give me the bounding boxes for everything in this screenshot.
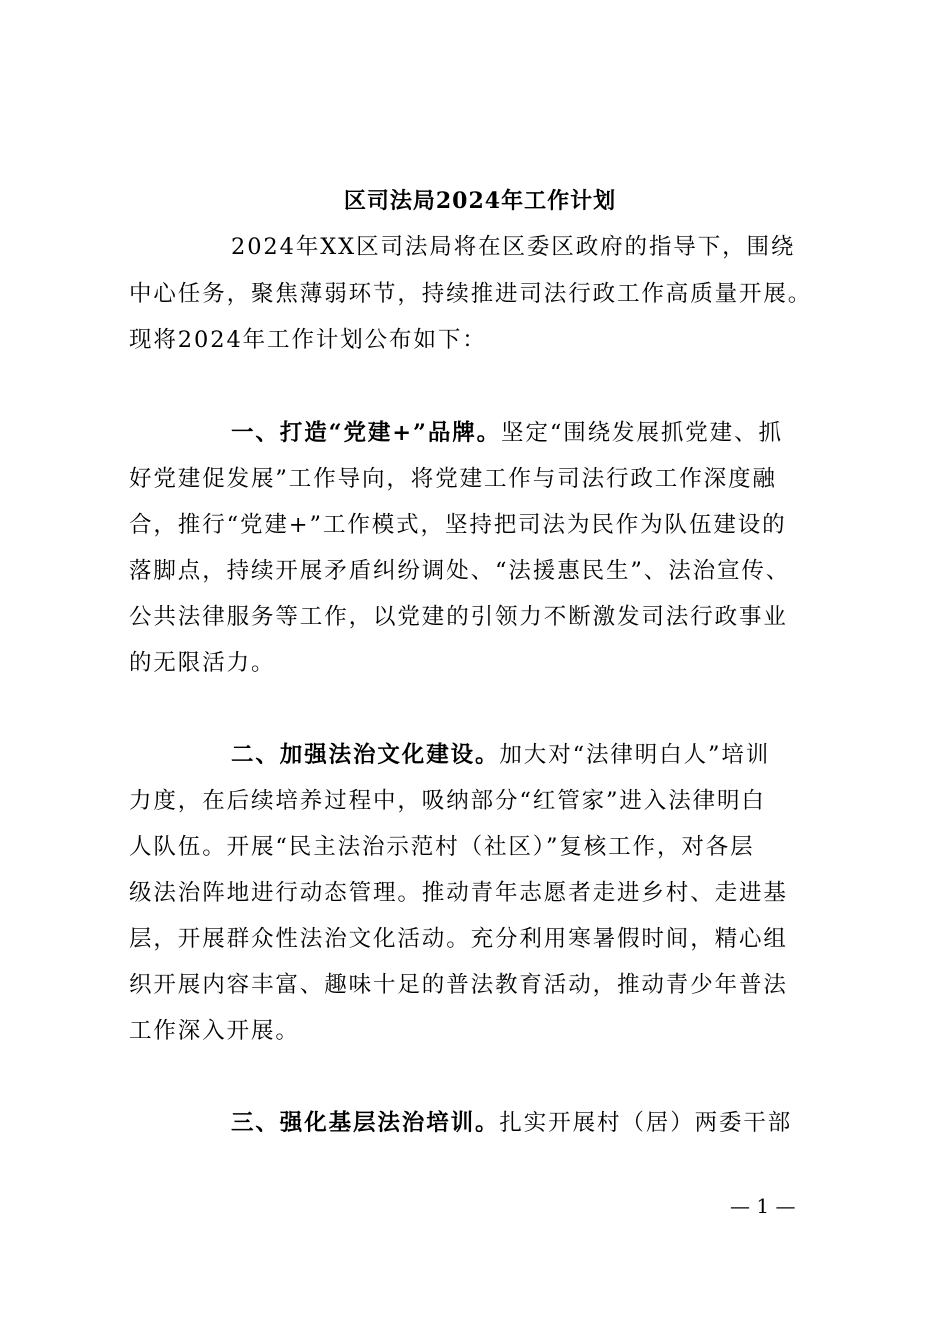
section-1-heading: 一、打造“党建+”品牌。 xyxy=(231,420,502,446)
section-1-line-4: 落脚点，持续开展矛盾纠纷调处、“法援惠民生”、法治宣传、 xyxy=(129,558,791,584)
section-2-first-line-text: 加大对“法律明白人”培训 xyxy=(499,742,771,768)
section-2-line-3: 人队伍。开展“民主法治示范村（社区）”复核工作，对各层 xyxy=(129,834,755,860)
section-1-first-line xyxy=(231,418,783,448)
section-2-heading: 二、加强法治文化建设。 xyxy=(231,742,500,768)
section-1-line-2: 好党建促发展”工作导向，将党建工作与司法行政工作深度融 xyxy=(129,466,777,492)
section-1-first-line-text: 坚定“围绕发展抓党建、抓 xyxy=(501,420,783,446)
page-number: — 1 — xyxy=(730,1194,796,1218)
section-2-line-6: 织开展内容丰富、趣味十足的普法教育活动，推动青少年普法 xyxy=(129,972,788,998)
section-3-first-line xyxy=(231,1108,792,1138)
document-title: 区司法局2024年工作计划 xyxy=(343,188,617,214)
section-2-line-5: 层，开展群众性法治文化活动。充分利用寒暑假时间，精心组 xyxy=(129,926,788,952)
section-2-first-line xyxy=(231,740,770,770)
section-1-line-3: 合，推行“党建+”工作模式，坚持把司法为民作为队伍建设的 xyxy=(129,512,787,538)
intro-line-1: 2024年XX区司法局将在区委区政府的指导下，围绕 xyxy=(231,234,796,260)
section-3-heading: 三、强化基层法治培训。 xyxy=(231,1110,500,1136)
section-1-line-5: 公共法律服务等工作，以党建的引领力不断激发司法行政事业 xyxy=(129,604,788,630)
section-2-line-4: 级法治阵地进行动态管理。推动青年志愿者走进乡村、走进基 xyxy=(129,880,788,906)
intro-line-3: 现将2024年工作计划公布如下： xyxy=(129,327,487,353)
section-1-line-6: 的无限活力。 xyxy=(129,650,276,676)
section-2-line-2: 力度，在后续培养过程中，吸纳部分“红管家”进入法律明白 xyxy=(129,788,766,814)
intro-line-2: 中心任务，聚焦薄弱环节，持续推进司法行政工作高质量开展。 xyxy=(129,281,813,307)
section-2-line-7: 工作深入开展。 xyxy=(129,1018,300,1044)
section-3-first-line-text: 扎实开展村（居）两委干部 xyxy=(499,1110,793,1136)
